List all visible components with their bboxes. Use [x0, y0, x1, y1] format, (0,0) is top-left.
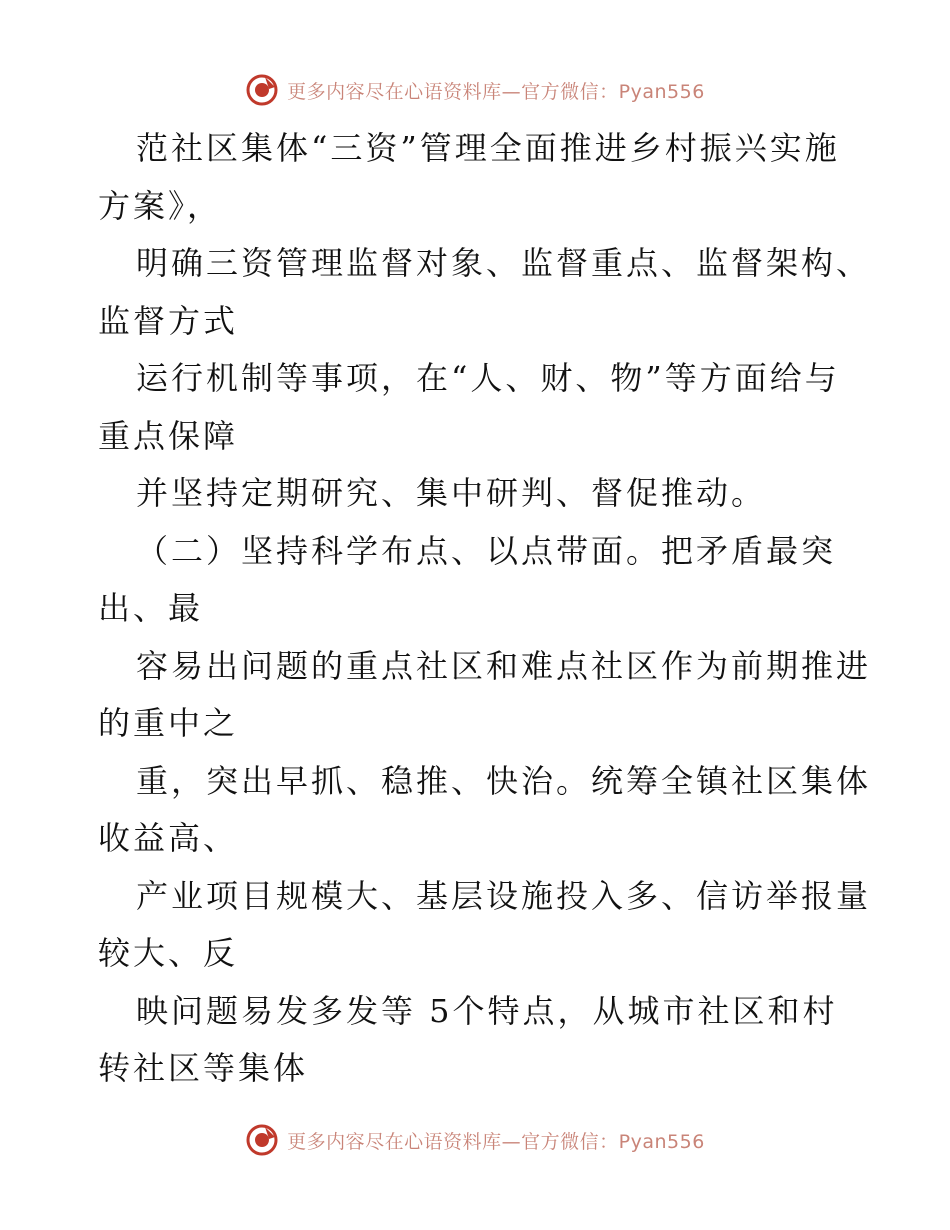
- body-text-line: 产业项目规模大、基层设施投入多、信访举报量: [136, 876, 872, 915]
- body-text-line: 运行机制等事项，在“人、财、物”等方面给与: [136, 359, 840, 397]
- logo-seal-icon: [245, 1123, 279, 1157]
- body-text-line: 范社区集体“三资”管理全面推进乡村振兴实施: [136, 129, 840, 167]
- body-text-line: 转社区等集体: [98, 1049, 309, 1087]
- body-text-line: （二）坚持科学布点、以点带面。把矛盾最突: [136, 531, 837, 570]
- header-watermark-text: 更多内容尽在心语资料库—官方微信：Pyan556: [287, 80, 705, 103]
- body-text-line: 收益高、: [98, 819, 239, 857]
- footer-watermark-text: 更多内容尽在心语资料库—官方微信：Pyan556: [287, 1130, 705, 1153]
- body-text-line: 方案》，: [98, 186, 223, 225]
- body-text-line: 明确三资管理监督对象、监督重点、监督架构、: [136, 244, 872, 282]
- body-text-line: 重点保障: [98, 416, 239, 455]
- body-text-line: 重，突出早抓、稳推、快治。统筹全镇社区集体: [136, 761, 872, 800]
- body-text-line: 并坚持定期研究、集中研判、督促推动。: [136, 474, 767, 512]
- document-body: [98, 120, 872, 1098]
- body-text-line: 较大、反: [98, 934, 239, 972]
- body-text-line: 的重中之: [98, 704, 239, 742]
- logo-seal-icon: [245, 73, 279, 107]
- body-text-line: 容易出问题的重点社区和难点社区作为前期推进: [136, 646, 872, 685]
- footer-watermark-banner: [0, 1120, 950, 1160]
- body-text-line: 映问题易发多发等 5个特点，从城市社区和村: [136, 991, 838, 1030]
- body-text-line: 监督方式: [98, 301, 239, 340]
- header-watermark-banner: [0, 70, 950, 110]
- body-text-line: 出、最: [98, 589, 204, 627]
